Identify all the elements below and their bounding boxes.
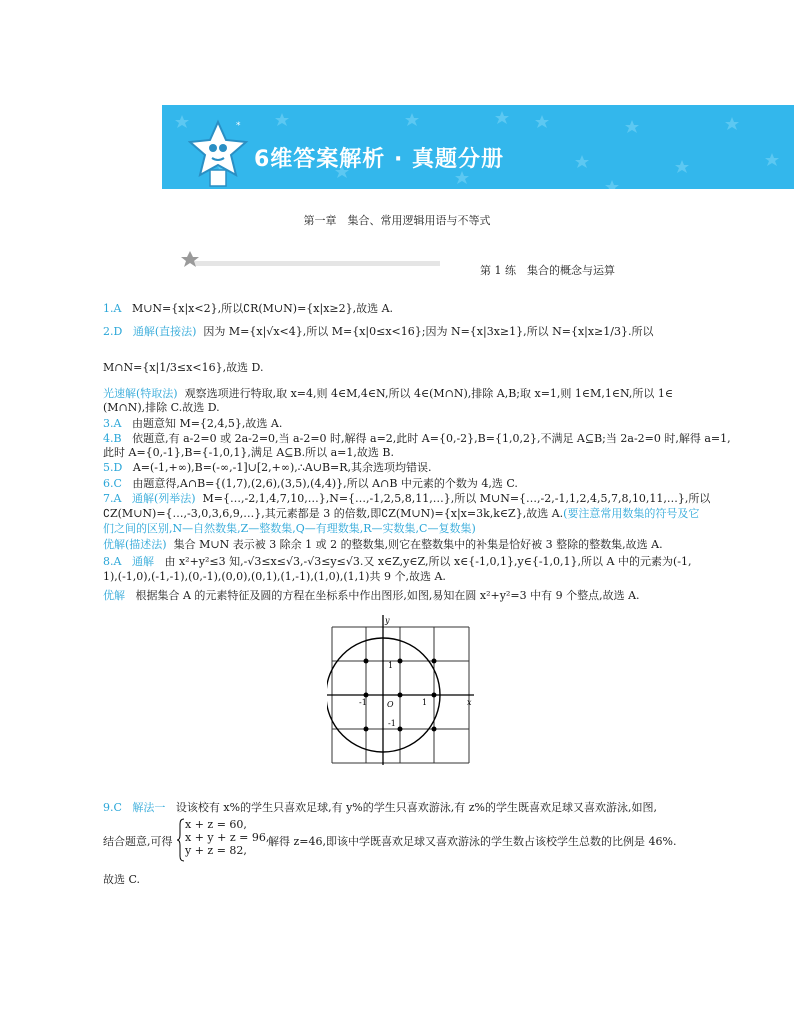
- equation: y + z = 82,: [185, 844, 247, 857]
- answer-line: 3.A 由题意知 M={2,4,5},故选 A.: [103, 417, 283, 430]
- answer-line: (M∩N),排除 C.故选 D.: [103, 401, 220, 414]
- svg-text:*: *: [236, 121, 241, 131]
- equation: x + z = 60,: [185, 818, 247, 831]
- answer-line: 4.B 依题意,有 a-2=0 或 2a-2=0,当 a-2=0 时,解得 a=2,此时 A={0,-2},B={1,0,2},不满足 A⊆B;当 2a-2=0 时,解得 a=1,: [103, 432, 731, 445]
- brace-icon: [177, 818, 185, 862]
- tick-label: 1: [422, 698, 428, 707]
- answer-line: 此时 A={0,-1},B={-1,0,1},满足 A⊆B.所以 a=1,故选 B.: [103, 446, 394, 459]
- chapter-title: 第一章 集合、常用逻辑用语与不等式: [303, 214, 491, 227]
- answer-line: 优解 根据集合 A 的元素特征及圆的方程在坐标系中作出图形,如图,易知在圆 x²+y²=3 中有 9 个整点,故选 A.: [103, 589, 640, 602]
- answer-line: 6.C 由题意得,A∩B={(1,7),(2,6),(3,5),(4,4)},所以 A∩B 中元素的个数为 4,选 C.: [103, 477, 518, 490]
- tick-label: -1: [388, 719, 396, 728]
- answer-line: 们之间的区别,N—自然数集,Z—整数集,Q—有理数集,R—实数集,C—复数集): [103, 522, 476, 535]
- answer-line: 故选 C.: [103, 873, 141, 886]
- banner-title: 6维答案解析 · 真题分册: [254, 147, 504, 172]
- answer-line: 优解(描述法) 集合 M∪N 表示被 3 除余 1 或 2 的整数集,则它在整数集中的补集是恰好被 3 整除的整数集,故选 A.: [103, 538, 663, 551]
- answer-line: 1),(-1,0),(-1,-1),(0,-1),(0,0),(0,1),(1,-1),(1,0),(1,1)共 9 个,故选 A.: [103, 570, 446, 583]
- x-label: x: [467, 698, 472, 707]
- answer-line: M∩N={x|1/3≤x<16},故选 D.: [103, 361, 264, 374]
- answer-line: 7.A 通解(列举法) M={…,-2,1,4,7,10,…},N={…,-1,2,5,8,11,…},所以 M∪N={…,-2,-1,1,2,4,5,7,8,10,11,…},所以: [103, 492, 711, 505]
- answer-line: 2.D 通解(直接法) 因为 M={x|√x<4},所以 M={x|0≤x<16};因为 N={x|3x≥1},所以 N={x|x≥1/3}.所以: [103, 325, 654, 338]
- answer-line: 1.A M∪N={x|x<2},所以∁R(M∪N)={x|x≥2},故选 A.: [103, 302, 394, 315]
- section-title: 第 1 练 集合的概念与运算: [480, 264, 615, 277]
- tick-label: -1: [359, 698, 367, 707]
- equation: x + y + z = 96,: [185, 831, 270, 844]
- answer-line: 光速解(特取法) 观察选项进行特取,取 x=4,则 4∈M,4∈N,所以 4∈(M∩N),排除 A,B;取 x=1,则 1∈M,1∈N,所以 1∈: [103, 387, 674, 400]
- answer-line: ∁Z(M∪N)={…,-3,0,3,6,9,…},其元素都是 3 的倍数,即∁Z(M∪N)={x|x=3k,k∈Z},故选 A.(要注意常用数集的符号及它: [103, 507, 700, 520]
- header-banner: [162, 105, 794, 189]
- answer-line: 结合题意,可得: [103, 835, 173, 848]
- answer-line: 9.C 解法一 设该校有 x%的学生只喜欢足球,有 y%的学生只喜欢游泳,有 z%的学生既喜欢足球又喜欢游泳,如图,: [103, 801, 657, 814]
- circle-grid-figure: [327, 615, 474, 765]
- tick-label: 1: [388, 661, 394, 670]
- answer-line: 解得 z=46,即该中学既喜欢足球又喜欢游泳的学生数占该校学生总数的比例是 46%.: [268, 835, 677, 848]
- section-divider: [180, 250, 440, 270]
- origin-label: O: [387, 700, 394, 709]
- answer-line: 5.D A=(-1,+∞),B=(-∞,-1]∪[2,+∞),∴A∪B=R,其余选项均错误.: [103, 461, 432, 474]
- star-mascot-icon: [188, 118, 250, 190]
- equation-system: [185, 818, 269, 857]
- y-label: y: [385, 616, 390, 625]
- answer-line: 8.A 通解 由 x²+y²≤3 知,-√3≤x≤√3,-√3≤y≤√3.又 x∈Z,y∈Z,所以 x∈{-1,0,1},y∈{-1,0,1},所以 A 中的元素为(-1,: [103, 555, 692, 568]
